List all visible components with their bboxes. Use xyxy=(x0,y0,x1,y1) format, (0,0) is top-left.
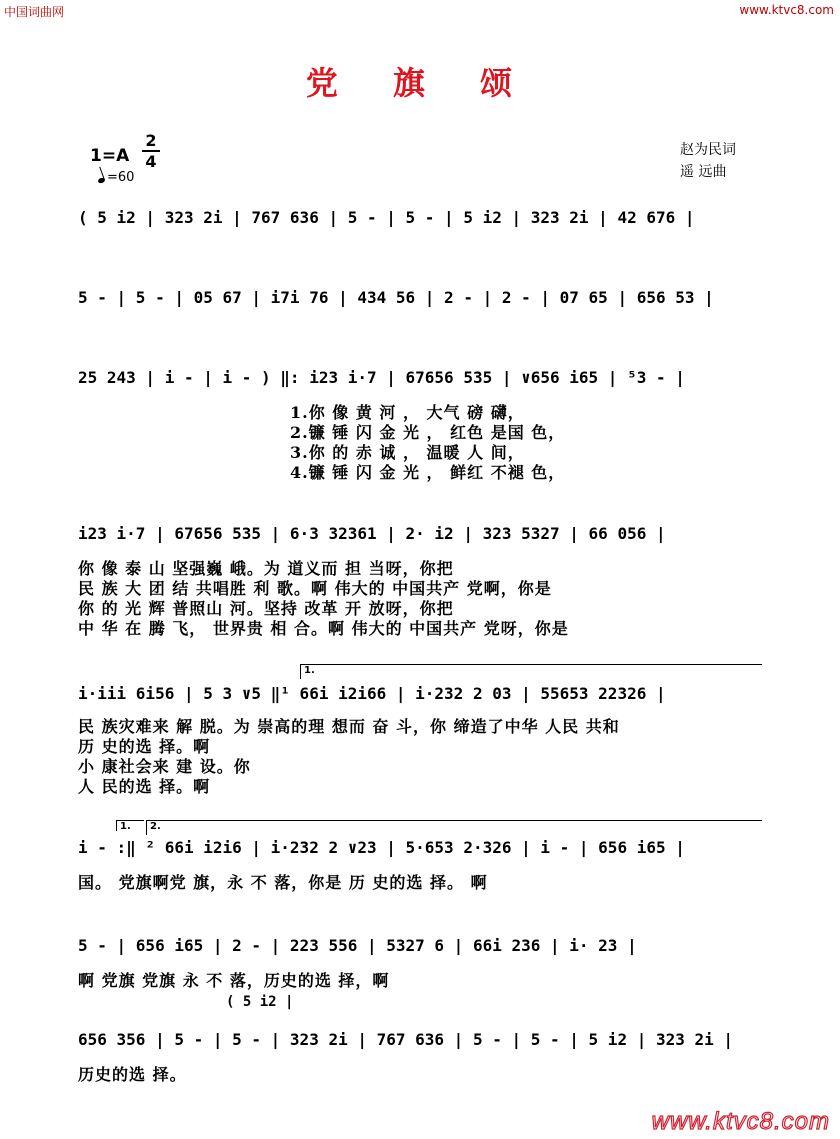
notation-row-4: i23 i·7 | 67656 535 | 6·3 32361 | 2· i2 | 323 5327 | 66 056 | xyxy=(78,524,666,543)
notation-row-5: i·iii 6i56 | 5 3 ∨5 ‖¹ 66i i2i66 | i·232 2 03 | 55653 22326 | xyxy=(78,684,666,703)
song-title: 党 旗 颂 xyxy=(305,64,535,102)
notation-row-3: 25 243 | i - | i - ) ‖: i23 i·7 | 67656 535 | ∨656 i65 | ⁵3 - | xyxy=(78,368,685,387)
volta-first-ending: 1. xyxy=(300,664,762,679)
lyric-row-4-verse-4: 中 华 在 腾 飞， 世界贵 相 合。啊 伟大的 中国共产 党呀，你是 xyxy=(78,619,569,638)
notation-row-8: 656 356 | 5 - | 5 - | 323 2i | 767 636 | 5 - | 5 - | 5 i2 | 323 2i | xyxy=(78,1030,734,1049)
lyric-row-5-verse-3: 小 康社会来 建 设。你 xyxy=(78,757,251,776)
lyric-row-6: 国。 党旗啊党 旗，永 不 落，你是 历 史的选 择。 啊 xyxy=(78,873,488,892)
lyricist-credit: 赵为民词 xyxy=(680,142,736,158)
lyric-row-3-verse-2: 2.镰 锤 闪 金 光 ， 红色 是国 色， xyxy=(290,423,566,442)
volta-second-ending: 2. xyxy=(146,820,762,835)
composer-credit: 遥 远曲 xyxy=(680,164,727,180)
lyric-row-3-verse-3: 3.你 的 赤 诚 ， 温暖 人 间， xyxy=(290,443,525,462)
site-watermark-left: 中国词曲网 xyxy=(4,5,65,19)
lyric-row-3-verse-1: 1.你 像 黄 河 ， 大气 磅 礴， xyxy=(290,403,525,422)
lyric-row-5-verse-1: 民 族灾难来 解 脱。为 崇高的理 想而 奋 斗，你 缔造了中华 人民 共和 xyxy=(78,717,620,736)
lyric-row-4-verse-2: 民 族 大 团 结 共唱胜 利 歌。啊 伟大的 中国共产 党啊，你是 xyxy=(78,579,552,598)
notation-row-2: 5 - | 5 - | 05 67 | i7i 76 | 434 56 | 2 - | 2 - | 07 65 | 656 53 | xyxy=(78,288,714,307)
pickup-intro: ( 5 i2 | xyxy=(226,994,294,1010)
lyric-row-8: 历史的选 择。 xyxy=(78,1065,187,1084)
site-watermark-right: www.ktvc8.com xyxy=(739,3,834,17)
tempo-value: =60 xyxy=(107,170,135,185)
tempo-marking xyxy=(98,170,134,185)
lyric-row-5-verse-4: 人 民的选 择。啊 xyxy=(78,777,211,796)
meter-top: 2 xyxy=(145,131,157,150)
volta-first-ending-end: 1. xyxy=(116,820,144,831)
lyric-row-4-verse-1: 你 像 泰 山 坚强巍 峨。为 道义而 担 当呀，你把 xyxy=(78,559,454,578)
lyric-row-7: 啊 党旗 党旗 永 不 落，历史的选 择，啊 xyxy=(78,971,390,990)
quarter-note-icon xyxy=(97,177,105,184)
time-signature xyxy=(142,132,160,170)
lyric-row-3-verse-4: 4.镰 锤 闪 金 光 ， 鲜红 不褪 色， xyxy=(290,463,566,482)
notation-row-6: i - :‖ ² 66i i2i6 | i·232 2 ∨23 | 5·653 2·326 | i - | 656 i65 | xyxy=(78,838,685,857)
meter-bottom: 4 xyxy=(145,152,157,171)
notation-row-1: ( 5 i2 | 323 2i | 767 636 | 5 - | 5 - | 5 i2 | 323 2i | 42 676 | xyxy=(78,208,695,227)
key-signature: 1=A xyxy=(90,146,130,166)
lyric-row-4-verse-3: 你 的 光 辉 普照山 河。坚持 改革 开 放呀，你把 xyxy=(78,599,454,618)
site-watermark-bottom: www.ktvc8.com xyxy=(651,1108,830,1135)
notation-row-7: 5 - | 656 i65 | 2 - | 223 556 | 5327 6 | 66i 236 | i· 23 | xyxy=(78,936,637,955)
lyric-row-5-verse-2: 历 史的选 择。啊 xyxy=(78,737,211,756)
